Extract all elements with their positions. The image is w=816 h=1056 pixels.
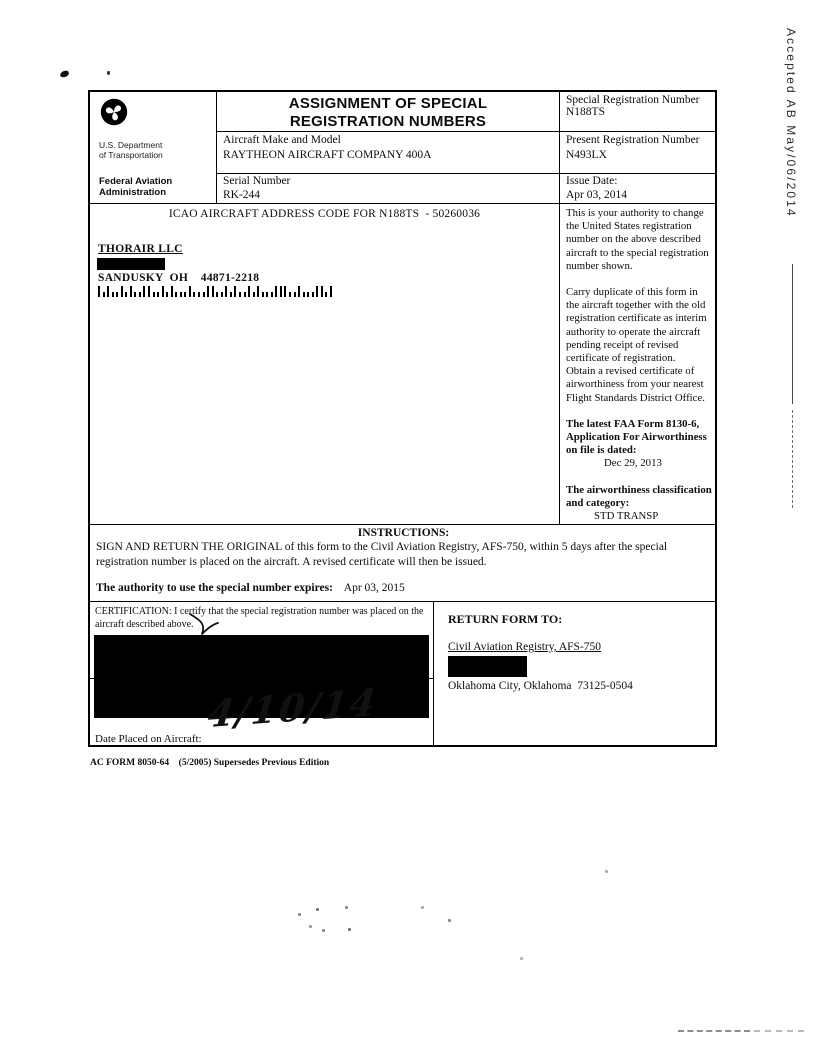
authority-paragraph-3: Obtain a revised certificate of airworthiness from your nearest Flight Standards District Office.	[566, 365, 705, 404]
make-model-field	[217, 132, 560, 174]
redaction-bar-return-address	[448, 656, 527, 677]
serial-number-field	[217, 174, 560, 204]
expires-value: Apr 03, 2015	[343, 582, 405, 594]
serial-number-value: RK-244	[223, 188, 261, 201]
dept-line2: of Transportation	[99, 150, 163, 160]
instructions-section	[90, 524, 717, 602]
scan-speck	[309, 925, 312, 928]
form-number-footer: AC FORM 8050-64 (5/2005) Supersedes Previous Edition	[90, 758, 330, 768]
ink-dot-mark	[107, 71, 110, 75]
airworthiness-class-label: The airworthiness classification and category:	[566, 483, 712, 509]
instructions-heading: INSTRUCTIONS:	[357, 527, 450, 539]
form-title-line2: REGISTRATION NUMBERS	[289, 113, 487, 130]
scan-speck	[520, 957, 523, 960]
faa-line2: Administration	[99, 187, 167, 198]
airworthiness-dated-label: The latest FAA Form 8130-6, Application For Airworthiness on file is dated:	[566, 417, 707, 457]
authority-paragraph-2: Carry duplicate of this form in the aircraft together with the old registration certificate as interim authority to operate the aircraft pending receipt of revised certificate of registration.	[566, 286, 707, 365]
scan-artifact-dashes	[754, 1030, 804, 1032]
postal-barcode	[98, 286, 334, 297]
present-registration-value: N493LX	[566, 149, 607, 161]
certification-cell	[90, 602, 434, 746]
special-registration-value: N188TS	[566, 106, 605, 118]
issue-date-value: Apr 03, 2014	[566, 188, 628, 201]
special-registration-field	[560, 92, 717, 132]
special-registration-label: Special Registration Number	[566, 94, 700, 106]
make-model-label: Aircraft Make and Model	[223, 134, 341, 146]
us-dot-logo-icon	[100, 98, 128, 126]
scan-speck	[605, 870, 608, 873]
icao-address-code-line: ICAO AIRCRAFT ADDRESS CODE FOR N188TS - 50260036	[168, 208, 481, 220]
addressee-city-line: SANDUSKY OH 44871-2218	[98, 272, 260, 284]
authority-text-cell	[560, 204, 717, 524]
return-form-to-cell	[434, 602, 717, 746]
pen-stroke-mark	[186, 610, 220, 636]
stamp-line-dashed	[792, 410, 793, 508]
present-registration-field	[560, 132, 717, 174]
present-registration-label: Present Registration Number	[566, 134, 700, 146]
airworthiness-class-value: STD TRANSP	[594, 510, 659, 523]
issue-date-field	[560, 174, 717, 204]
address-block-cell	[90, 204, 560, 524]
return-to-line2: Oklahoma City, Oklahoma 73125-0504	[448, 680, 633, 692]
dept-line1: U.S. Department	[99, 140, 163, 150]
scan-speck	[448, 919, 451, 922]
certification-statement: CERTIFICATION: I certify that the special registration number was placed on the aircraft described above.	[95, 606, 424, 630]
make-model-value: RAYTHEON AIRCRAFT COMPANY 400A	[223, 149, 432, 161]
scan-speck	[316, 908, 319, 911]
scan-speck	[348, 928, 351, 931]
scan-speck	[322, 929, 325, 932]
scan-speck	[298, 913, 301, 916]
faa-line1: Federal Aviation	[99, 176, 173, 187]
addressee-name: THORAIR LLC	[98, 243, 183, 255]
serial-number-label: Serial Number	[223, 175, 291, 187]
date-placed-label: Date Placed on Aircraft:	[95, 733, 202, 745]
form-title-line1: ASSIGNMENT OF SPECIAL	[288, 95, 488, 112]
ink-blot-mark	[59, 70, 69, 78]
form-table	[88, 90, 717, 747]
instructions-body: SIGN AND RETURN THE ORIGINAL of this form to the Civil Aviation Registry, AFS-750, within 5 days after the special registration number is placed on the aircraft. A revised certificate will then be issued.	[96, 541, 668, 568]
issue-date-label: Issue Date:	[566, 175, 618, 187]
stamp-line-solid	[792, 264, 793, 404]
form-title	[217, 92, 560, 132]
scan-speck	[345, 906, 348, 909]
authority-paragraph-1: This is your authority to change the United States registration number on the above described aircraft to the special registration number shown.	[566, 207, 709, 272]
return-to-heading: RETURN FORM TO:	[448, 612, 563, 626]
scan-artifact-dashes	[678, 1030, 750, 1032]
scan-speck	[421, 906, 424, 909]
agency-cell	[90, 92, 217, 204]
return-to-line1: Civil Aviation Registry, AFS-750	[448, 641, 602, 653]
expires-label: The authority to use the special number expires:	[96, 582, 333, 594]
handwritten-date: 4/10/14	[205, 679, 380, 737]
redaction-bar-address	[97, 258, 165, 270]
airworthiness-dated-value: Dec 29, 2013	[604, 457, 662, 470]
acceptance-stamp-text: Accepted AB May/06/2014	[784, 28, 798, 218]
